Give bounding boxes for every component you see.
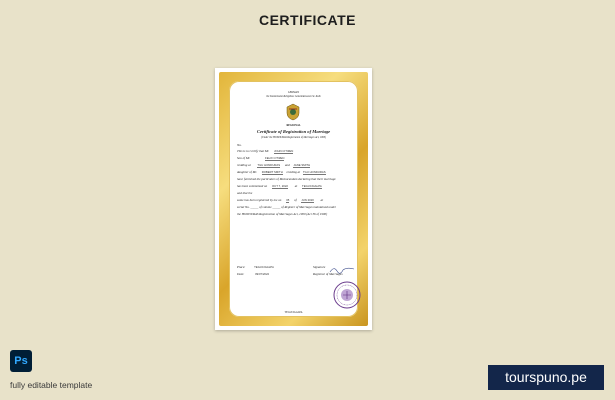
line8-of-label: of [294,198,297,202]
registration-day: 05 [286,198,290,202]
date-value: 09/07/2022 [255,272,270,276]
brand-logo: tourspuno.pe [488,365,604,390]
line6-at-label: at [294,184,298,188]
line3-and-label: and [284,163,290,167]
page-title: CERTIFICATE [258,12,356,28]
certificate-subtitle: (Under the HONDURAS Registration of Marriages Act, 1900) [261,136,326,139]
line7-text: and that the [237,191,253,195]
registration-month-year: JUN 2020 [301,198,314,202]
line3-label: residing at [237,163,251,167]
place-value: TEGUCIGALPA [254,265,274,269]
no-label: No. [237,143,242,147]
line5-text: have furnished the particulars of Memorandum declaring that their marriage [237,177,336,181]
gold-border-frame [219,72,368,326]
date-label: Date: [237,272,245,276]
certificate-region: REGIONAL [286,124,301,127]
registrar-label: Registrar of Marriages [313,272,343,276]
line1-label: This is to Certify that Mr. [237,149,270,153]
signature-scribble-icon [329,265,355,275]
certificate-body [229,81,358,317]
official-seal-icon [333,281,361,309]
line8-at-label: at [320,198,324,202]
groom-residence: TGU HONDURAS [257,163,281,167]
place-label: Place: [237,265,246,269]
marriage-place: TEGUCIGALPA [302,184,322,188]
line6-label: has been solemnized on [237,184,268,188]
line4-label: daughter of Mr. [237,170,257,174]
certificate-footer-text: TEGUCIGALPA [284,311,303,314]
coat-of-arms-icon [285,103,301,121]
certificate-country: GERMAN [287,91,300,94]
bride-father-name: ROBERT SMITH [261,170,283,174]
line2-label: Son of Mr. [237,156,251,160]
photoshop-icon: Ps [10,350,32,372]
signature-label: Signature [313,265,326,269]
certificate-document [215,68,372,330]
bride-name: JANE SMITH [293,163,311,167]
marriage-date: OCT 7, 2022 [272,184,288,188]
line10-text: the HONDURAS Registration of Marriages Act, 1900 (Act 36 of 1900) [237,212,328,216]
certificate-org-line: the Kommission Religiöses Gemeindewesen St. Kath [266,95,321,98]
groom-father-name: FELIX CITIZEN [265,156,285,160]
line9-text: serial No. _____ of volume _____ of Register of Marriages maintained under [237,205,336,209]
bride-residence: TGU HONDURAS [302,170,326,174]
line4-residing-label: residing at [286,170,301,174]
certificate-title: Certificate of Registration of Marriage [256,129,331,134]
groom-name: JOHN CITIZEN [274,149,294,153]
editable-caption: fully editable template [10,380,93,390]
line8-label: same has been registered by me on [237,198,282,202]
